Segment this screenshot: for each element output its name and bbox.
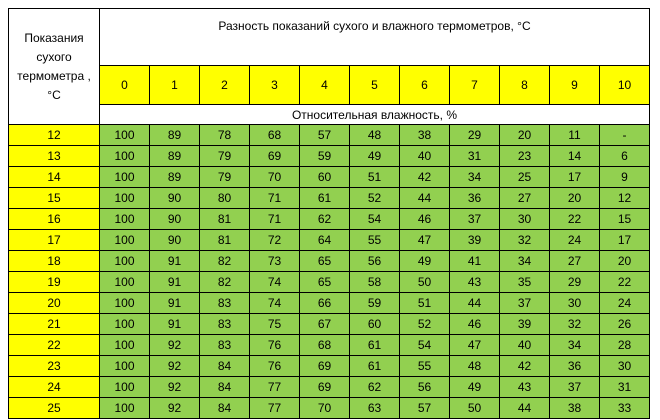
humidity-cell: 57 (300, 125, 350, 146)
humidity-cell: 15 (600, 209, 650, 230)
table-row (9, 272, 650, 293)
humidity-cell: 90 (150, 209, 200, 230)
humidity-cell: 58 (350, 272, 400, 293)
humidity-cell: 28 (600, 335, 650, 356)
humidity-cell: 68 (300, 335, 350, 356)
humidity-cell: 64 (300, 230, 350, 251)
difference-value: 0 (100, 66, 150, 105)
humidity-cell: 92 (150, 398, 200, 419)
dry-temperature-cell: 23 (9, 356, 100, 377)
humidity-cell: 44 (500, 398, 550, 419)
humidity-cell: 63 (350, 398, 400, 419)
humidity-cell: 32 (500, 230, 550, 251)
humidity-cell: 100 (100, 272, 150, 293)
humidity-cell: 77 (250, 398, 300, 419)
humidity-cell: 42 (500, 356, 550, 377)
humidity-cell: 47 (450, 335, 500, 356)
dry-temperature-cell: 17 (9, 230, 100, 251)
humidity-cell: 100 (100, 356, 150, 377)
humidity-cell: 91 (150, 272, 200, 293)
humidity-cell: 84 (200, 377, 250, 398)
humidity-cell: 17 (600, 230, 650, 251)
humidity-cell: 37 (550, 377, 600, 398)
humidity-cell: 73 (250, 251, 300, 272)
table-row (9, 167, 650, 188)
humidity-cell: 35 (500, 272, 550, 293)
humidity-cell: 70 (300, 398, 350, 419)
humidity-cell: 100 (100, 293, 150, 314)
humidity-cell: 69 (300, 356, 350, 377)
dry-temperature-cell: 13 (9, 146, 100, 167)
dry-temperature-cell: 15 (9, 188, 100, 209)
humidity-cell: 46 (400, 209, 450, 230)
difference-value: 7 (450, 66, 500, 105)
humidity-cell: 100 (100, 146, 150, 167)
humidity-cell: 57 (400, 398, 450, 419)
humidity-cell: 79 (200, 146, 250, 167)
humidity-cell: 43 (500, 377, 550, 398)
humidity-cell: 47 (400, 230, 450, 251)
humidity-cell: 24 (550, 230, 600, 251)
humidity-cell: 52 (350, 188, 400, 209)
humidity-cell: 91 (150, 293, 200, 314)
humidity-cell: 30 (550, 293, 600, 314)
difference-value: 3 (250, 66, 300, 105)
humidity-cell: 49 (450, 377, 500, 398)
humidity-cell: 78 (200, 125, 250, 146)
humidity-cell: 66 (300, 293, 350, 314)
humidity-cell: 61 (300, 188, 350, 209)
table-row (9, 209, 650, 230)
humidity-cell: 77 (250, 377, 300, 398)
humidity-cell: 100 (100, 125, 150, 146)
humidity-cell: 89 (150, 167, 200, 188)
humidity-cell: 75 (250, 314, 300, 335)
humidity-cell: 32 (550, 314, 600, 335)
humidity-cell: 100 (100, 167, 150, 188)
humidity-cell: 76 (250, 335, 300, 356)
humidity-table (8, 8, 650, 419)
humidity-cell: 27 (500, 188, 550, 209)
humidity-cell: 89 (150, 125, 200, 146)
humidity-cell: 23 (500, 146, 550, 167)
humidity-cell: 71 (250, 209, 300, 230)
humidity-cell: 49 (350, 146, 400, 167)
dry-temperature-cell: 14 (9, 167, 100, 188)
dry-temperature-cell: 21 (9, 314, 100, 335)
humidity-cell: 31 (450, 146, 500, 167)
humidity-cell: 52 (400, 314, 450, 335)
dry-thermometer-header: Показания сухого термометра , °С (9, 9, 100, 125)
humidity-cell: 90 (150, 188, 200, 209)
humidity-cell: 31 (600, 377, 650, 398)
humidity-cell: 55 (400, 356, 450, 377)
humidity-cell: 59 (350, 293, 400, 314)
table-row (9, 230, 650, 251)
humidity-cell: 50 (450, 398, 500, 419)
humidity-cell: 54 (350, 209, 400, 230)
humidity-cell: 56 (350, 251, 400, 272)
difference-value: 8 (500, 66, 550, 105)
humidity-cell: 55 (350, 230, 400, 251)
humidity-cell: 84 (200, 356, 250, 377)
humidity-cell: 30 (500, 209, 550, 230)
humidity-cell: 17 (550, 167, 600, 188)
humidity-cell: 59 (300, 146, 350, 167)
humidity-cell: 33 (600, 398, 650, 419)
difference-value: 1 (150, 66, 200, 105)
humidity-cell: 51 (350, 167, 400, 188)
table-header (9, 9, 650, 125)
humidity-cell: 20 (600, 251, 650, 272)
humidity-cell: 50 (400, 272, 450, 293)
humidity-cell: 79 (200, 167, 250, 188)
humidity-cell: 67 (300, 314, 350, 335)
humidity-cell: 81 (200, 230, 250, 251)
humidity-cell: 61 (350, 335, 400, 356)
humidity-cell: 92 (150, 356, 200, 377)
humidity-cell: 36 (550, 356, 600, 377)
humidity-cell: 40 (500, 335, 550, 356)
humidity-cell: 100 (100, 314, 150, 335)
humidity-cell: 27 (550, 251, 600, 272)
humidity-cell: 22 (600, 272, 650, 293)
humidity-cell: 44 (400, 188, 450, 209)
humidity-cell: 46 (450, 314, 500, 335)
humidity-cell: 22 (550, 209, 600, 230)
humidity-cell: 83 (200, 314, 250, 335)
humidity-cell: 34 (550, 335, 600, 356)
humidity-cell: 39 (500, 314, 550, 335)
dry-temperature-cell: 16 (9, 209, 100, 230)
relative-humidity-header: Относительная влажность, % (100, 105, 650, 125)
humidity-cell: 49 (400, 251, 450, 272)
humidity-cell: 11 (550, 125, 600, 146)
table-row (9, 293, 650, 314)
humidity-cell: 76 (250, 356, 300, 377)
humidity-cell: 69 (300, 377, 350, 398)
humidity-cell: 48 (450, 356, 500, 377)
humidity-cell: 89 (150, 146, 200, 167)
table-row (9, 335, 650, 356)
humidity-cell: 74 (250, 293, 300, 314)
humidity-cell: 100 (100, 377, 150, 398)
humidity-cell: 81 (200, 209, 250, 230)
difference-value: 5 (350, 66, 400, 105)
humidity-cell: 24 (600, 293, 650, 314)
humidity-cell: 84 (200, 398, 250, 419)
table-body (9, 125, 650, 419)
humidity-cell: 80 (200, 188, 250, 209)
humidity-cell: 20 (500, 125, 550, 146)
difference-value: 4 (300, 66, 350, 105)
humidity-cell: 65 (300, 251, 350, 272)
humidity-cell: - (600, 125, 650, 146)
humidity-cell: 43 (450, 272, 500, 293)
humidity-cell: 29 (550, 272, 600, 293)
humidity-cell: 91 (150, 314, 200, 335)
table-row (9, 356, 650, 377)
dry-temperature-cell: 12 (9, 125, 100, 146)
dry-temperature-cell: 18 (9, 251, 100, 272)
humidity-cell: 69 (250, 146, 300, 167)
humidity-cell: 72 (250, 230, 300, 251)
table-row (9, 146, 650, 167)
dry-temperature-cell: 24 (9, 377, 100, 398)
humidity-cell: 62 (300, 209, 350, 230)
humidity-cell: 38 (550, 398, 600, 419)
dry-temperature-cell: 20 (9, 293, 100, 314)
humidity-cell: 100 (100, 251, 150, 272)
dry-temperature-cell: 19 (9, 272, 100, 293)
difference-header-title: Разность показаний сухого и влажного термометров, °С (100, 9, 650, 66)
table-row (9, 125, 650, 146)
humidity-cell: 71 (250, 188, 300, 209)
humidity-cell: 20 (550, 188, 600, 209)
humidity-cell: 40 (400, 146, 450, 167)
humidity-cell: 61 (350, 356, 400, 377)
difference-value: 10 (600, 66, 650, 105)
humidity-cell: 38 (400, 125, 450, 146)
humidity-cell: 39 (450, 230, 500, 251)
humidity-cell: 100 (100, 209, 150, 230)
humidity-cell: 51 (400, 293, 450, 314)
humidity-cell: 100 (100, 398, 150, 419)
humidity-cell: 65 (300, 272, 350, 293)
humidity-cell: 90 (150, 230, 200, 251)
humidity-cell: 83 (200, 293, 250, 314)
difference-value: 9 (550, 66, 600, 105)
dry-temperature-cell: 25 (9, 398, 100, 419)
humidity-cell: 100 (100, 230, 150, 251)
humidity-cell: 68 (250, 125, 300, 146)
humidity-cell: 14 (550, 146, 600, 167)
humidity-cell: 56 (400, 377, 450, 398)
humidity-cell: 30 (600, 356, 650, 377)
humidity-cell: 54 (400, 335, 450, 356)
humidity-cell: 42 (400, 167, 450, 188)
humidity-cell: 41 (450, 251, 500, 272)
humidity-cell: 60 (300, 167, 350, 188)
humidity-cell: 44 (450, 293, 500, 314)
humidity-cell: 82 (200, 272, 250, 293)
table-row (9, 398, 650, 419)
humidity-cell: 9 (600, 167, 650, 188)
humidity-cell: 92 (150, 377, 200, 398)
humidity-cell: 83 (200, 335, 250, 356)
humidity-cell: 34 (450, 167, 500, 188)
table-row (9, 251, 650, 272)
difference-value: 6 (400, 66, 450, 105)
humidity-cell: 6 (600, 146, 650, 167)
humidity-cell: 100 (100, 188, 150, 209)
humidity-cell: 91 (150, 251, 200, 272)
dry-temperature-cell: 22 (9, 335, 100, 356)
humidity-cell: 12 (600, 188, 650, 209)
humidity-cell: 82 (200, 251, 250, 272)
humidity-cell: 92 (150, 335, 200, 356)
table-row (9, 188, 650, 209)
humidity-cell: 62 (350, 377, 400, 398)
table-row (9, 314, 650, 335)
humidity-cell: 29 (450, 125, 500, 146)
table-row (9, 377, 650, 398)
humidity-cell: 26 (600, 314, 650, 335)
humidity-cell: 34 (500, 251, 550, 272)
humidity-cell: 60 (350, 314, 400, 335)
humidity-cell: 37 (450, 209, 500, 230)
difference-values-row (9, 66, 650, 105)
difference-value: 2 (200, 66, 250, 105)
humidity-cell: 70 (250, 167, 300, 188)
humidity-cell: 100 (100, 335, 150, 356)
humidity-cell: 36 (450, 188, 500, 209)
humidity-cell: 74 (250, 272, 300, 293)
humidity-cell: 25 (500, 167, 550, 188)
humidity-cell: 37 (500, 293, 550, 314)
humidity-cell: 48 (350, 125, 400, 146)
